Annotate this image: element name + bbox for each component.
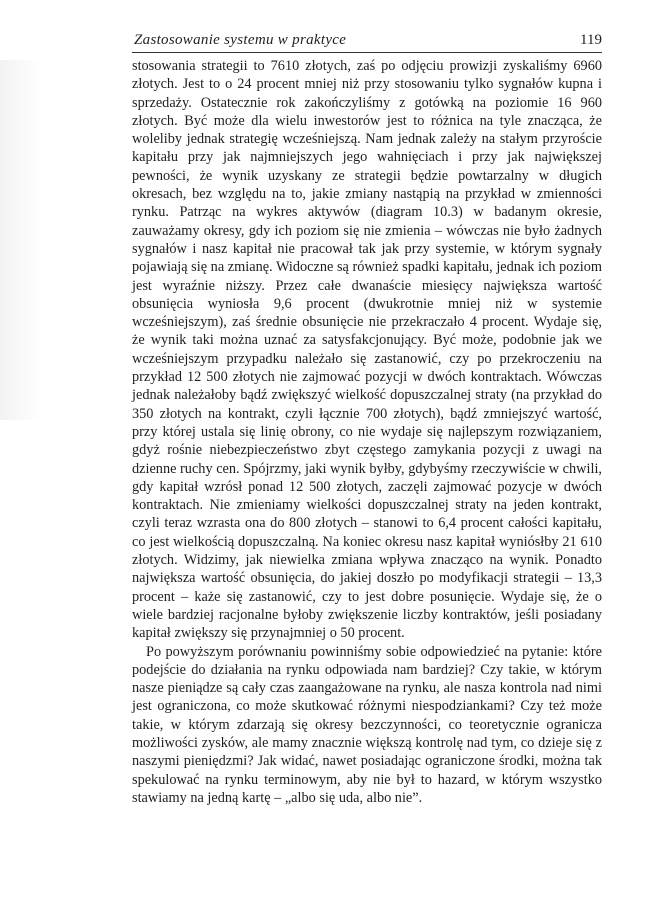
scan-shadow — [0, 60, 40, 420]
paragraph-1: stosowania strategii to 7610 złotych, zaś po odjęciu prowizji zyskaliśmy 6960 złotych. Jest to o 24 procent mniej niż przy stosowaniu tylko sygnałów kupna i sprzedaży. Ostatecznie rok zakończyliśmy z gotówką na poziomie 16 960 złotych. Być może dla wielu inwestorów jest to różnica na tyle znacząca, że woleliby jednak strategię wcześniejszą. Nam jednak zależy na stałym przyroście kapitału przy jak najmniejszych jego wahnięciach i przy jak największej pewności, że wynik uzyskany ze strategii będzie powtarzalny w długich okresach, bez względu na to, jakie zmiany nastąpią na przykład w zmienności rynku. Patrząc na wykres aktywów (diagram 10.3) w badanym okresie, zauważamy okresy, gdy ich poziom się nie zmienia – wówczas nie było żadnych sygnałów i nasz kapitał nie pracował tak jak przy systemie, w którym sygnały pojawiają się na zmianę. Widoczne są również spadki kapitału, jednak ich poziom jest wyraźnie niższy. Przez całe dwanaście miesięcy największa wartość obsunięcia wyniosła 9,6 procent (dwukrotnie mniej niż w systemie wcześniejszym), zaś średnie obsunięcie nie przekraczało 4 procent. Wydaje się, że wynik taki można uznać za satysfakcjonujący. Być może, podobnie jak we wcześniejszym przypadku należało się zastanowić, czy po przekroczeniu na przykład 12 500 złotych nie zajmować pozycji w dwóch kontraktach. Wówczas jednak należałoby bądź zwiększyć wielkość dopuszczalnej straty (na przykład do 350 złotych na kontrakt, czyli łącznie 700 złotych), bądź zmniejszyć wartość, przy której ustala się linię obrony, co nie wydaje się najlepszym rozwiązaniem, gdyż rośnie niebezpieczeństwo zbyt częstego zamykania pozycji z uwagi na dzienne ruchy cen. Spójrzmy, jaki wynik byłby, gdybyśmy rzeczywiście w chwili, gdy kapitał wzrósł ponad 12 500 złotych, zaczęli zajmować pozycje w dwóch kontraktach. Nie zmieniamy wielkości dopuszczalnej straty na jeden kontrakt, czyli teraz wzrasta ona do 800 złotych – stanowi to 6,4 procent całości kapitału, co jest wielkością dopuszczalną. Na koniec okresu nasz kapitał wyniósłby 21 610 złotych. Widzimy, jak niewielka zmiana wpływa znacząco na wynik. Ponadto największa wartość obsunięcia, do jakiej doszło po modyfikacji strategii – 13,3 procent – każe się zastanowić, czy to jest dobre posunięcie. Wydaje się, że o wiele bardziej racjonalne byłoby zwiększenie liczby kontraktów, jeśli posiadany kapitał zwiększy się przynajmniej o 50 procent. — [132, 58, 602, 642]
running-header — [132, 30, 602, 52]
page-number: 119 — [580, 32, 602, 48]
paragraph-2: Po powyższym porównaniu powinniśmy sobie odpowiedzieć na pytanie: które podejście do działania na rynku odpowiada nam bardziej? Czy takie, w którym nasze pieniądze są cały czas zaangażowane na rynku, ale nasza kontrola nad nimi jest ograniczona, co może skutkować różnymi niespodziankami? Czy też może takie, w którym zdarzają się okresy bezczynności, co teoretycznie ogranicza możliwości zysków, ale mamy znacznie większą kontrolę nad tym, co dzieje się z naszymi pieniędzmi? Jak widać, nawet posiadając ograniczone środki, można tak spekulować na rynku terminowym, aby nie był to hazard, w którym wszystko stawiamy na jedną kartę – „albo się uda, albo nie”. — [132, 643, 602, 806]
body-text — [132, 57, 602, 807]
running-header-title: Zastosowanie systemu w praktyce — [134, 32, 347, 48]
header-rule — [132, 52, 602, 53]
